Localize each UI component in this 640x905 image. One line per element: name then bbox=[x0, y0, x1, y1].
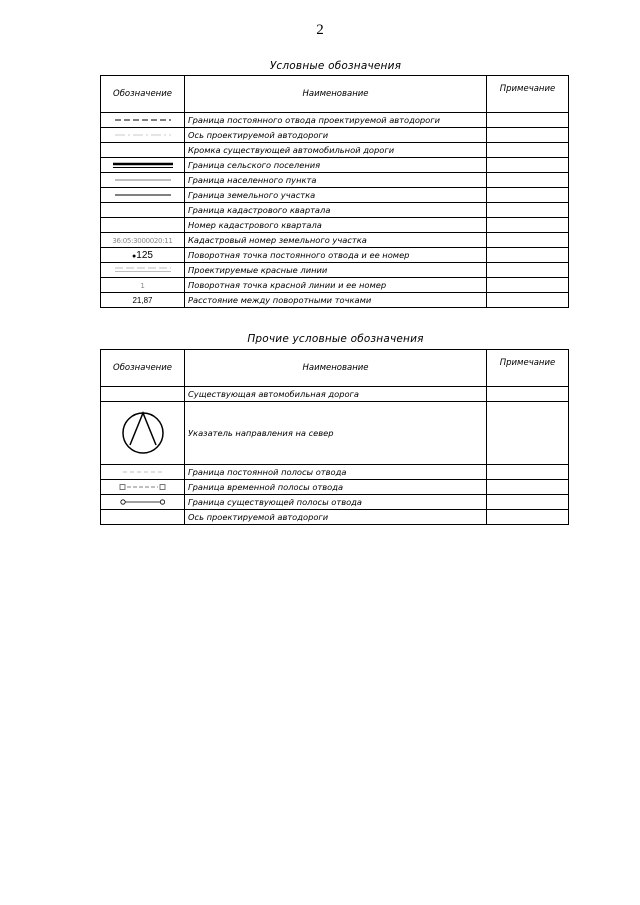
symbol-temporary-boundary bbox=[101, 480, 185, 495]
symbol-red-point bbox=[101, 278, 185, 293]
table-row bbox=[101, 465, 569, 480]
table-row bbox=[101, 218, 569, 233]
symbol-thick-line bbox=[101, 158, 185, 173]
other-legend-table bbox=[100, 349, 569, 525]
north-arrow-icon bbox=[101, 402, 185, 465]
row-name: Существующая автомобильная дорога bbox=[185, 387, 487, 402]
symbol-text: 21,87 bbox=[132, 296, 153, 305]
table-header-row bbox=[101, 350, 569, 387]
table-row bbox=[101, 188, 569, 203]
legend-table-title: Условные обозначения bbox=[269, 60, 402, 72]
row-name: Ось проектируемой автодороги bbox=[185, 510, 487, 525]
row-name: Поворотная точка красной линии и ее номер bbox=[185, 278, 487, 293]
symbol-text: 125 bbox=[136, 249, 153, 261]
table-row bbox=[101, 128, 569, 143]
symbol-point-number: ●125 bbox=[101, 248, 185, 263]
row-name: Кромка существующей автомобильной дороги bbox=[185, 143, 487, 158]
symbol-faint-dashed bbox=[101, 465, 185, 480]
table-row bbox=[101, 113, 569, 128]
row-name: Граница постоянного отвода проектируемой автодороги bbox=[185, 113, 487, 128]
table-row bbox=[101, 293, 569, 308]
row-name: Указатель направления на север bbox=[185, 402, 487, 465]
symbol-text: 1 bbox=[140, 282, 145, 290]
table-row bbox=[101, 387, 569, 402]
header-name: Наименование bbox=[185, 350, 487, 387]
row-name: Граница сельского поселения bbox=[185, 158, 487, 173]
table-row bbox=[101, 402, 569, 465]
header-name: Наименование bbox=[185, 76, 487, 113]
symbol-thin-line bbox=[101, 173, 185, 188]
row-name: Граница земельного участка bbox=[185, 188, 487, 203]
other-legend-table-title: Прочие условные обозначения bbox=[247, 333, 424, 345]
row-name: Расстояние между поворотными точками bbox=[185, 293, 487, 308]
row-name: Ось проектируемой автодороги bbox=[185, 128, 487, 143]
symbol-dashed-line bbox=[101, 113, 185, 128]
row-name: Граница временной полосы отвода bbox=[185, 480, 487, 495]
row-name: Граница населенного пункта bbox=[185, 173, 487, 188]
symbol-text: 36:05:3000020:11 bbox=[112, 237, 173, 245]
row-name: Поворотная точка постоянного отвода и ее номер bbox=[185, 248, 487, 263]
table-row bbox=[101, 173, 569, 188]
table-row bbox=[101, 158, 569, 173]
symbol-distance bbox=[101, 293, 185, 308]
table-header-row bbox=[101, 76, 569, 113]
symbol-cadastral-number bbox=[101, 233, 185, 248]
table-row bbox=[101, 233, 569, 248]
table-row bbox=[101, 510, 569, 525]
row-name: Кадастровый номер земельного участка bbox=[185, 233, 487, 248]
header-symbol: Обозначение bbox=[101, 350, 185, 387]
row-name: Граница постоянной полосы отвода bbox=[185, 465, 487, 480]
table-row bbox=[101, 263, 569, 278]
page-number: 2 bbox=[316, 22, 324, 38]
table-row bbox=[101, 278, 569, 293]
row-name: Проектируемые красные линии bbox=[185, 263, 487, 278]
symbol-existing-boundary bbox=[101, 495, 185, 510]
row-name: Граница кадастрового квартала bbox=[185, 203, 487, 218]
table-row bbox=[101, 480, 569, 495]
symbol-medium-line bbox=[101, 188, 185, 203]
row-name: Граница существующей полосы отвода bbox=[185, 495, 487, 510]
header-note: Примечание bbox=[487, 350, 569, 387]
table-row bbox=[101, 495, 569, 510]
header-note: Примечание bbox=[487, 76, 569, 113]
table-row bbox=[101, 248, 569, 263]
legend-table bbox=[100, 75, 569, 308]
row-name: Номер кадастрового квартала bbox=[185, 218, 487, 233]
header-symbol: Обозначение bbox=[101, 76, 185, 113]
table-row bbox=[101, 143, 569, 158]
symbol-dash-dot-line bbox=[101, 128, 185, 143]
symbol-red-lines bbox=[101, 263, 185, 278]
table-row bbox=[101, 203, 569, 218]
